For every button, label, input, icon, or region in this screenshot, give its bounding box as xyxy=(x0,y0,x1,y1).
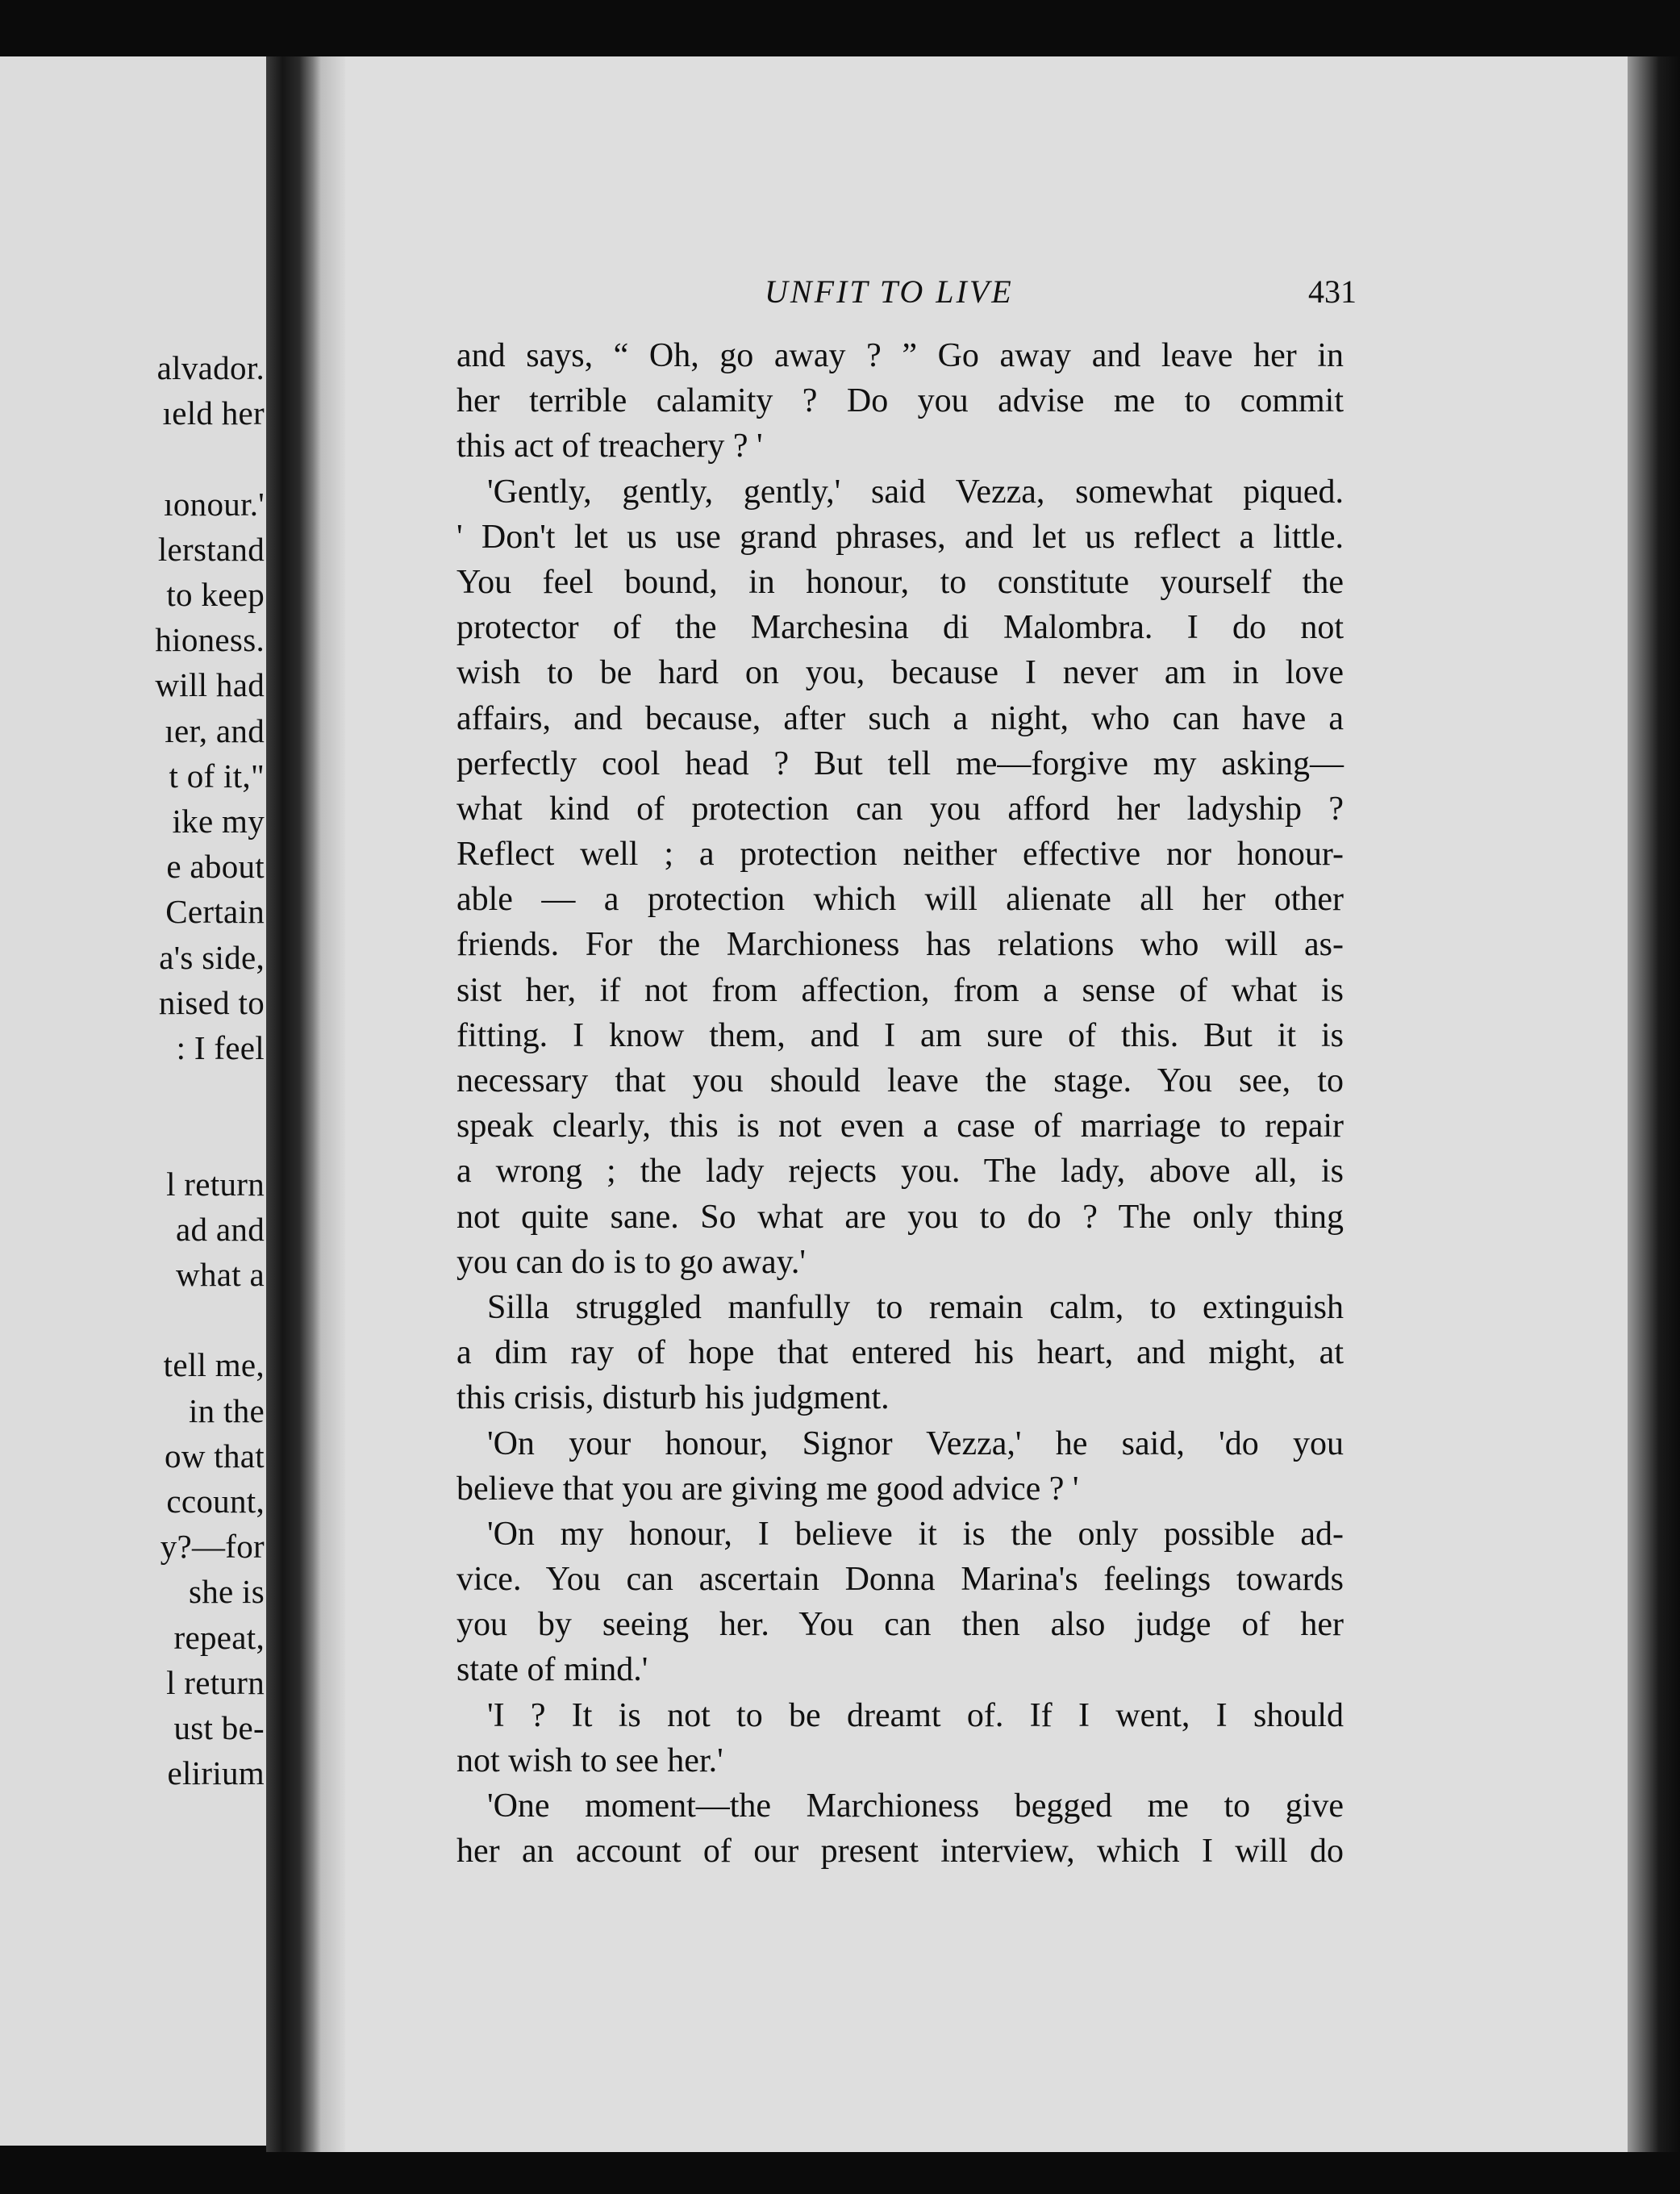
left-page-line: t of it," xyxy=(169,757,265,795)
left-page-line: : I feel xyxy=(176,1029,265,1066)
book-gutter xyxy=(266,56,321,2170)
left-page-line: ccount, xyxy=(166,1483,265,1520)
text-line: not quite sane. So what are you to do ? The only thing xyxy=(456,1198,1344,1236)
text-line: what kind of protection can you afford her ladyship ? xyxy=(456,790,1344,828)
text-line: this act of treachery ? ' xyxy=(456,428,763,465)
right-page xyxy=(345,56,1628,2170)
text-line: this crisis, disturb his judgment. xyxy=(456,1379,890,1417)
bottom-scan-border xyxy=(0,2152,1680,2194)
left-page-line: a's side, xyxy=(159,938,265,976)
text-line: a dim ray of hope that entered his heart, and might, at xyxy=(456,1334,1344,1372)
text-line: fitting. I know them, and I am sure of this. But it is xyxy=(456,1016,1344,1054)
left-page-line: tell me, xyxy=(163,1346,265,1384)
text-line: You feel bound, in honour, to constitute yourself the xyxy=(456,563,1344,601)
text-line: 'On my honour, I believe it is the only possible ad- xyxy=(487,1515,1344,1553)
left-page-line: ıeld her xyxy=(162,394,265,432)
text-line: friends. For the Marchioness has relations who will as- xyxy=(456,926,1344,964)
text-line: sist her, if not from affection, from a sense of what is xyxy=(456,971,1344,1009)
left-page-line: repeat, xyxy=(173,1618,265,1656)
text-line: Silla struggled manfully to remain calm, to extinguish xyxy=(487,1288,1344,1326)
body-text xyxy=(456,333,1628,1874)
left-page-line: ust be- xyxy=(173,1709,265,1746)
left-page-line: l return xyxy=(166,1663,265,1701)
text-line: 'One moment—the Marchioness begged me to give xyxy=(487,1787,1344,1825)
text-line: wish to be hard on you, because I never am in love xyxy=(456,654,1344,692)
left-page-line: Certain xyxy=(165,893,265,931)
text-line: you can do is to go away.' xyxy=(456,1243,806,1281)
left-page-line: nised to xyxy=(158,983,265,1021)
text-line: you by seeing her. You can then also judge of her xyxy=(456,1606,1344,1644)
text-line: speak clearly, this is not even a case of marriage to repair xyxy=(456,1107,1344,1145)
right-page-edge xyxy=(1628,56,1680,2170)
left-page-line: ıonour.' xyxy=(164,485,265,523)
running-title: UNFIT TO LIVE xyxy=(765,273,1014,310)
text-line: her an account of our present interview, which I will do xyxy=(456,1833,1344,1871)
text-line: perfectly cool head ? But tell me—forgive my asking— xyxy=(456,745,1344,782)
text-line: ' Don't let us use grand phrases, and let us reflect a little. xyxy=(456,518,1344,556)
page-number: 431 xyxy=(1308,273,1357,310)
left-page-line: l return xyxy=(166,1165,265,1203)
left-page-line: e about xyxy=(166,848,265,886)
text-line: Reflect well ; a protection neither effective nor honour- xyxy=(456,836,1344,874)
left-page-line: ad and xyxy=(176,1210,265,1248)
left-page-line: she is xyxy=(188,1573,265,1611)
left-page-line: alvador. xyxy=(156,349,265,386)
left-page-line: elirium xyxy=(167,1754,265,1792)
text-line: 'Gently, gently, gently,' said Vezza, somewhat piqued. xyxy=(487,473,1344,511)
left-page-fragment xyxy=(0,56,271,2146)
text-line: affairs, and because, after such a night, who can have a xyxy=(456,699,1344,737)
left-page-line: ıer, and xyxy=(165,711,265,749)
gutter-shade xyxy=(321,56,345,2170)
left-page-line: to keep xyxy=(166,576,265,613)
text-line: able — a protection which will alienate all her other xyxy=(456,881,1344,919)
text-line: necessary that you should leave the stage. You see, to xyxy=(456,1062,1344,1099)
text-line: 'I ? It is not to be dreamt of. If I went, I should xyxy=(487,1696,1344,1734)
left-page-line: lerstand xyxy=(157,530,265,568)
text-line: 'On your honour, Signor Vezza,' he said, 'do you xyxy=(487,1424,1344,1462)
left-page-line: ike my xyxy=(172,803,265,840)
text-line: her terrible calamity ? Do you advise me to commit xyxy=(456,382,1344,420)
text-line: state of mind.' xyxy=(456,1651,648,1689)
left-page-line: what a xyxy=(176,1256,265,1293)
left-page-line: ow that xyxy=(165,1437,265,1474)
left-page-line: will had xyxy=(155,666,265,704)
text-line: vice. You can ascertain Donna Marina's feelings towards xyxy=(456,1561,1344,1599)
text-line: a wrong ; the lady rejects you. The lady, above all, is xyxy=(456,1153,1344,1191)
text-line: believe that you are giving me good advice ? ' xyxy=(456,1470,1079,1508)
left-page-line: y?—for xyxy=(160,1528,265,1566)
text-line: protector of the Marchesina di Malombra. I do not xyxy=(456,609,1344,647)
text-line: not wish to see her.' xyxy=(456,1741,723,1779)
text-line: and says, “ Oh, go away ? ” Go away and leave her in xyxy=(456,337,1344,374)
left-page-line: hioness. xyxy=(155,621,265,659)
left-page-line: in the xyxy=(188,1391,265,1429)
